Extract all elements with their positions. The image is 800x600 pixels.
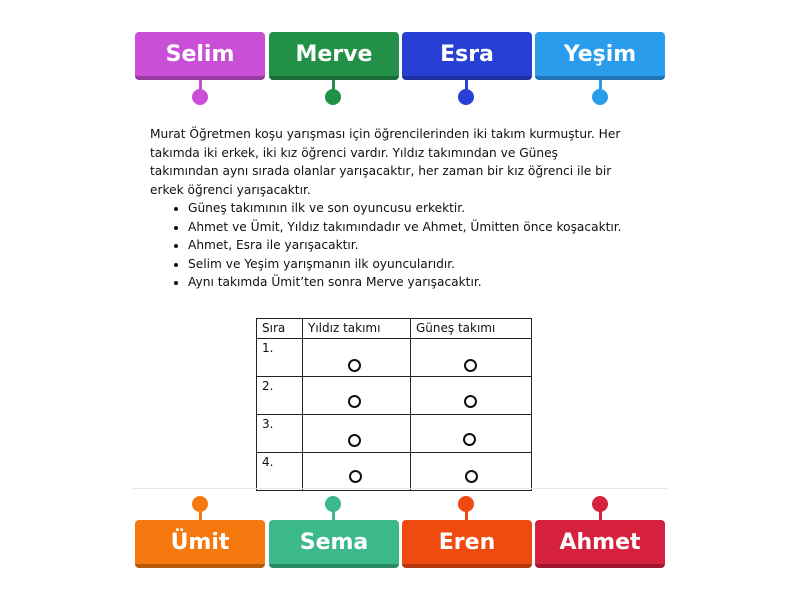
clue-item: • Güneş takımının ilk ve son oyuncusu erkektir. — [188, 199, 630, 218]
yildiz-slot-2[interactable] — [303, 377, 411, 415]
clue-item: • Selim ve Yeşim yarışmanın ilk oyuncularıdır. — [188, 255, 630, 274]
header-order: Sıra — [257, 319, 303, 339]
tile-eren[interactable]: Eren — [402, 520, 532, 568]
clue-item: • Aynı takımda Ümit’ten sonra Merve yarışacaktır. — [188, 273, 630, 292]
drop-target-circle[interactable] — [463, 433, 476, 446]
pin-dot-yesim[interactable] — [592, 89, 608, 105]
drop-target-circle[interactable] — [348, 395, 361, 408]
row-number: 1. — [257, 339, 303, 377]
pin-dot-selim[interactable] — [192, 89, 208, 105]
gunes-slot-1[interactable] — [411, 339, 532, 377]
header-gunes: Güneş takımı — [411, 319, 532, 339]
tile-yesim[interactable]: Yeşim — [535, 32, 665, 80]
tile-ahmet[interactable]: Ahmet — [535, 520, 665, 568]
tile-umit[interactable]: Ümit — [135, 520, 265, 568]
table-row — [257, 377, 532, 415]
answer-table — [256, 318, 532, 491]
clue-list — [150, 199, 630, 292]
tile-esra[interactable]: Esra — [402, 32, 532, 80]
divider — [133, 488, 667, 489]
pin-dot-esra[interactable] — [458, 89, 474, 105]
table-header-row — [257, 319, 532, 339]
table-row — [257, 339, 532, 377]
pin-dot-merve[interactable] — [325, 89, 341, 105]
table-row — [257, 415, 532, 453]
gunes-slot-2[interactable] — [411, 377, 532, 415]
drop-target-circle[interactable] — [349, 470, 362, 483]
tile-selim[interactable]: Selim — [135, 32, 265, 80]
row-number: 2. — [257, 377, 303, 415]
header-yildiz: Yıldız takımı — [303, 319, 411, 339]
row-number: 3. — [257, 415, 303, 453]
yildiz-slot-3[interactable] — [303, 415, 411, 453]
puzzle-intro: Murat Öğretmen koşu yarışması için öğrencilerinden iki takım kurmuştur. Her takımda iki erkek, iki kız öğrenci vardır. Yıldız takımından ve Güneş takımından aynı sırada olanlar yarışacaktır, her zaman bir kız öğrenci ile bir erkek öğrenci yarışacaktır. — [150, 127, 621, 197]
drop-target-circle[interactable] — [348, 434, 361, 447]
clue-item: • Ahmet ve Ümit, Yıldız takımındadır ve Ahmet, Ümitten önce koşacaktır. — [188, 218, 630, 237]
table-row — [257, 453, 532, 491]
puzzle-text — [150, 125, 630, 292]
drop-target-circle[interactable] — [464, 359, 477, 372]
gunes-slot-4[interactable] — [411, 453, 532, 491]
drop-target-circle[interactable] — [465, 470, 478, 483]
yildiz-slot-1[interactable] — [303, 339, 411, 377]
tile-sema[interactable]: Sema — [269, 520, 399, 568]
drop-target-circle[interactable] — [348, 359, 361, 372]
drop-target-circle[interactable] — [464, 395, 477, 408]
row-number: 4. — [257, 453, 303, 491]
tile-merve[interactable]: Merve — [269, 32, 399, 80]
yildiz-slot-4[interactable] — [303, 453, 411, 491]
gunes-slot-3[interactable] — [411, 415, 532, 453]
clue-item: • Ahmet, Esra ile yarışacaktır. — [188, 236, 630, 255]
